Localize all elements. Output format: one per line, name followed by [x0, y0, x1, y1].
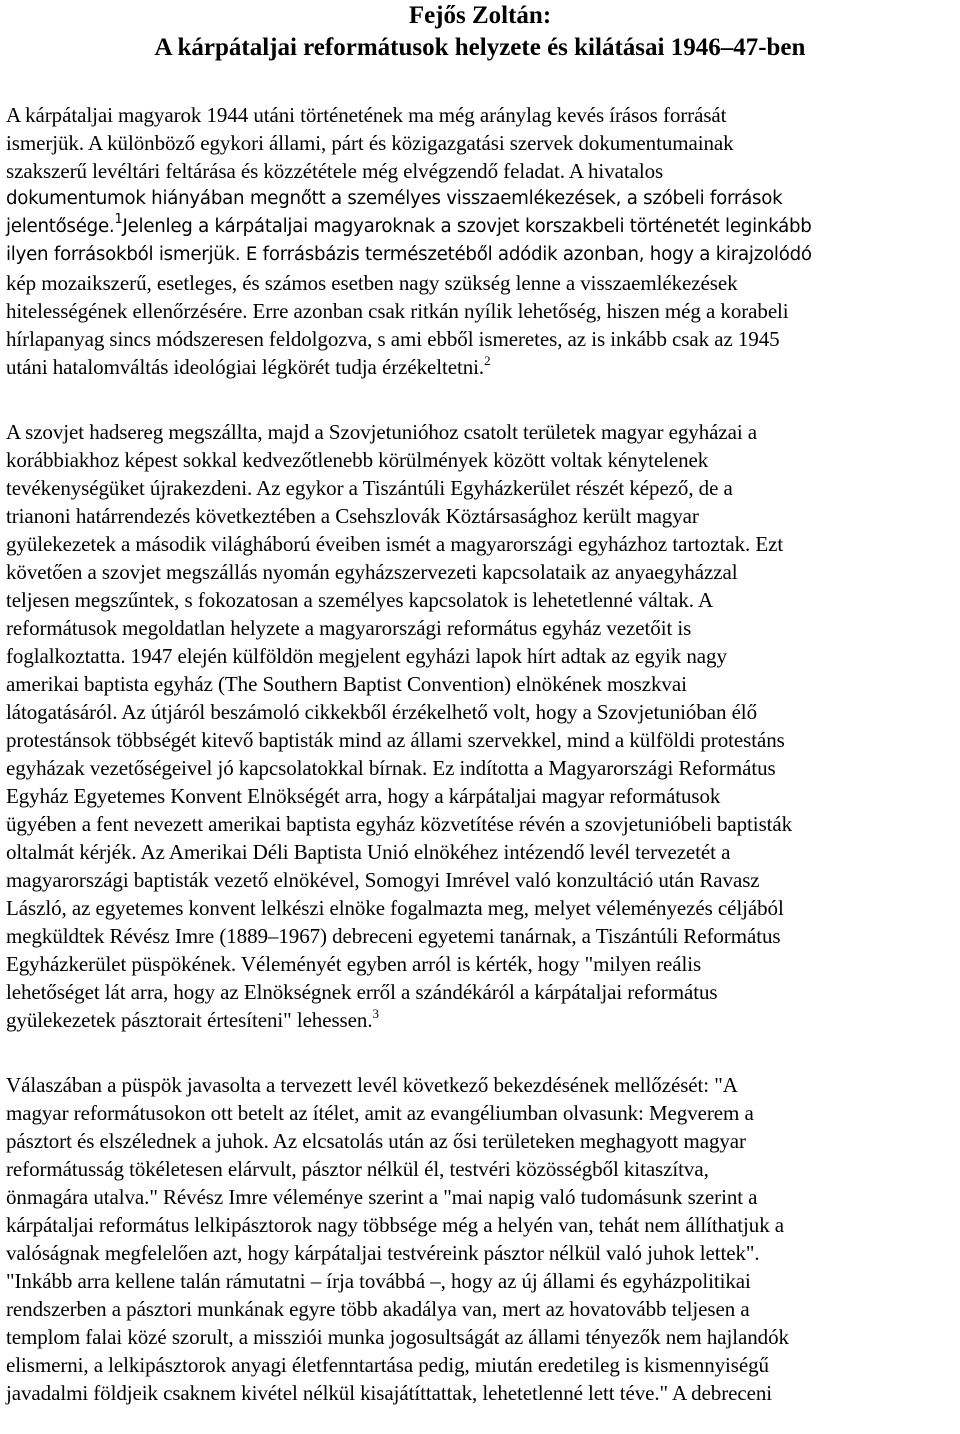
text-line: hitelességének ellenőrzésére. Erre azonban csak ritkán nyílik lehetőség, hiszen még a korabeli [6, 299, 789, 323]
text-line: tevékenységüket újrakezdeni. Az egykor a Tiszántúli Egyházkerület részét képező, de a [6, 476, 733, 500]
text-line: ilyen forrásokból ismerjük. E forrásbázis természetéből adódik azonban, hogy a kirajzolódó [6, 244, 812, 265]
text-line: látogatásáról. Az útjáról beszámoló cikkekből érzékelhető volt, hogy a Szovjetunióban élő [6, 700, 757, 724]
text-line: önmagára utalva." Révész Imre véleménye szerint a "mai napig való tudomásunk szerint a [6, 1185, 758, 1209]
text-line: oltalmát kérjék. Az Amerikai Déli Baptista Unió elnökéhez intézendő levél tervezetét a [6, 840, 731, 864]
text-line: pásztort és elszélednek a juhok. Az elcsatolás után az ősi területeken meghagyott magyar [6, 1129, 746, 1153]
text-line: foglalkoztatta. 1947 elején külföldön megjelent egyházi lapok hírt adtak az egyik nagy [6, 644, 727, 668]
text-line: Egyház Egyetemes Konvent Elnökségét arra, hogy a kárpátaljai magyar reformátusok [6, 784, 721, 808]
text-run: jelentősége. [6, 216, 115, 237]
text-run: utáni hatalomváltás ideológiai légkörét tudja érzékeltetni. [6, 355, 485, 379]
text-line: A szovjet hadsereg megszállta, majd a Szovjetunióhoz csatolt területek magyar egyházai a [6, 420, 758, 444]
text-line: reformátusok megoldatlan helyzete a magyarországi református egyház vezetőit is [6, 616, 692, 640]
text-line: László, az egyetemes konvent lelkészi elnöke fogalmazta meg, melyet véleményezés céljából [6, 896, 784, 920]
text-line: követően a szovjet megszállás nyomán egyházszervezeti kapcsolataik az anyaegyházzal [6, 560, 738, 584]
text-line: rendszerben a pásztori munkának egyre több akadálya van, mert az hovatovább teljesen a [6, 1297, 750, 1321]
author-heading: Fejős Zoltán: [408, 2, 552, 29]
footnote-ref[interactable]: 2 [484, 353, 491, 368]
text-line: Válaszában a püspök javasolta a tervezett levél következő bekezdésének mellőzését: "A [6, 1073, 738, 1097]
text-line [6, 1006, 379, 1034]
text-line: ügyében a fent nevezett amerikai baptista egyház közvetítése révén a szovjetunióbeli baptisták [6, 812, 793, 836]
text-line: "Inkább arra kellene talán rámutatni – írja továbbá –, hogy az új állami és egyházpolitikai [6, 1269, 751, 1293]
text-line: szakszerű levéltári feltárása és közzététele még elvégzendő feladat. A hivatalos [6, 159, 664, 183]
text-line: korábbiakhoz képest sokkal kedvezőtlenebb körülmények között voltak kénytelenek [6, 448, 709, 472]
footnote-ref[interactable]: 3 [372, 1006, 379, 1021]
text-line: egyházak vezetőségeivel jó kapcsolatokkal bírnak. Ez indította a Magyarországi Református [6, 756, 776, 780]
document-title [0, 0, 960, 64]
text-line: valóságnak megfelelően azt, hogy kárpátaljai testvéreink pásztor nélkül való juhok lettek". [6, 1241, 760, 1265]
text-line: elismerni, a lelkipásztorok anyagi életfenntartása pedig, miután eredetileg is kismennyiségű [6, 1353, 769, 1377]
text-line [6, 213, 812, 241]
text-line: trianoni határrendezés következtében a Csehszlovák Köztársasághoz került magyar [6, 504, 699, 528]
text-line: templom falai közé szorult, a missziói munka jogosultságát az állami tényezők nem hajlandók [6, 1325, 789, 1349]
text-line: protestánsok többségét kitevő baptisták mind az állami szervekkel, mind a külföldi protestáns [6, 728, 785, 752]
text-line: amerikai baptista egyház (The Southern Baptist Convention) elnökének moszkvai [6, 672, 687, 696]
text-line [6, 353, 491, 381]
text-line: javadalmi földjeik csaknem kivétel nélkül kisajátíttattak, lehetetlenné lett téve." A debreceni [6, 1381, 773, 1405]
footnote-ref[interactable]: 1 [114, 212, 123, 227]
article-heading: A kárpátaljai reformátusok helyzete és kilátásai 1946–47-ben [154, 34, 806, 61]
text-line: reformátusság tökéletesen elárvult, pásztor nélkül él, testvéri közösségből kitaszítva, [6, 1157, 709, 1181]
text-line: magyarországi baptisták vezető elnökével, Somogyi Imrével való konzultáció után Ravasz [6, 868, 760, 892]
text-line: lehetőséget lát arra, hogy az Elnökségnek erről a szándékáról a kárpátaljai református [6, 980, 718, 1004]
text-line: Egyházkerület püspökének. Véleményét egyben arról is kérték, hogy "milyen reális [6, 952, 702, 976]
text-line: kép mozaikszerű, esetleges, és számos esetben nagy szükség lenne a visszaemlékezések [6, 271, 738, 295]
text-line: hírlapanyag sincs módszeresen feldolgozva, s ami ebből ismeretes, az is inkább csak az 1945 [6, 327, 780, 351]
text-line: teljesen megszűntek, s fokozatosan a személyes kapcsolatok is lehetetlenné váltak. A [6, 588, 714, 612]
text-line: gyülekezetek a második világháború éveiben ismét a magyarországi egyházhoz tartoztak. Ezt [6, 532, 784, 556]
text-line: dokumentumok hiányában megnőtt a személyes visszaemlékezések, a szóbeli források [6, 188, 783, 209]
text-line: kárpátaljai református lelkipásztorok nagy többsége még a helyén van, tehát nem állíthatjuk a [6, 1213, 785, 1237]
text-line: ismerjük. A különböző egykori állami, párt és közigazgatási szervek dokumentumainak [6, 131, 734, 155]
text-run: gyülekezetek pásztorait értesíteni" lehessen. [6, 1008, 373, 1032]
text-line: A kárpátaljai magyarok 1944 utáni történetének ma még aránylag kevés írásos forrását [6, 103, 727, 127]
text-run: Jelenleg a kárpátaljai magyaroknak a szovjet korszakbeli történetét leginkább [122, 216, 812, 237]
text-line: magyar reformátusokon ott betelt az ítélet, amit az evangéliumban olvasunk: Megverem a [6, 1101, 754, 1125]
text-line: megküldtek Révész Imre (1889–1967) debreceni egyetemi tanárnak, a Tiszántúli Református [6, 924, 781, 948]
